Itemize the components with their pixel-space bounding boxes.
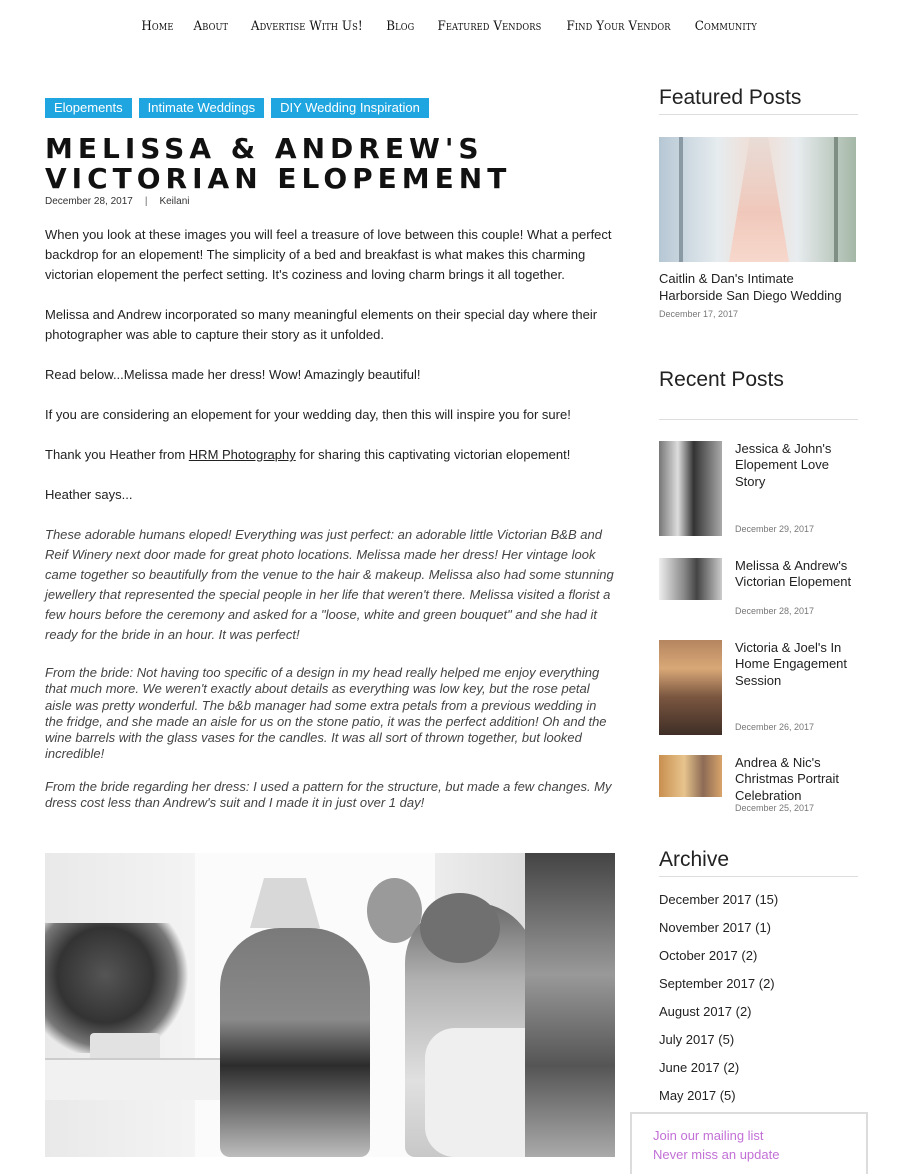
man — [220, 928, 370, 1157]
recent-post-4-date: December 25, 2017 — [735, 803, 815, 813]
thanks-after: for sharing this captivating victorian elopement! — [295, 447, 571, 462]
recent-post-1-date: December 29, 2017 — [735, 524, 815, 534]
nav-find-your-vendor[interactable]: Find Your Vendor — [566, 18, 671, 34]
featured-posts-heading: Featured Posts — [659, 86, 858, 115]
recent-post-2-date: December 28, 2017 — [735, 606, 815, 616]
paragraph-2: Melissa and Andrew incorporated so many meaningful elements on their special day where their photographer was able to capture their story as it unfolded. — [45, 307, 598, 342]
post-title-line1: MELISSA & ANDREW'S — [45, 132, 484, 165]
tag-intimate-weddings[interactable]: Intimate Weddings — [139, 98, 264, 118]
hrm-photography-link[interactable]: HRM Photography — [188, 447, 296, 462]
meta-separator: | — [144, 196, 148, 207]
paragraph-3: Read below...Melissa made her dress! Wow! Amazingly beautiful! — [45, 367, 421, 382]
featured-post-title[interactable]: Caitlin & Dan's Intimate Harborside San Diego Wedding — [659, 271, 842, 303]
recent-post-3-title[interactable]: Victoria & Joel's In Home Engagement Session — [735, 640, 848, 688]
nav-home[interactable]: Home — [141, 18, 174, 34]
window-frame-right — [834, 137, 838, 262]
woman-hair — [420, 893, 500, 963]
recent-posts-divider — [659, 419, 858, 420]
quote-paragraph-3: From the bride regarding her dress: I used a pattern for the structure, but made a few changes. My dress cost less than Andrew's suit and I made it in just over 1 day! — [45, 778, 612, 811]
recent-post-2-thumb[interactable] — [659, 558, 722, 600]
quote-paragraph-1: These adorable humans eloped! Everything was just perfect: an adorable little Victorian B&B and Reif Winery next door made for great photo locations. Melissa made her dress! Her vintage look came together so beautifully from the venue to the hair & makeup. Melissa also had some stunning jewellery that represented the special people in her life that weren't there. Melissa visited a florist a few hours before the ceremony and asked for a "loose, white and green bouquet" and she had it ready for the bride in an hour. It was perfect! — [45, 527, 614, 642]
post-column — [45, 98, 615, 831]
archive-october-2017[interactable]: October 2017 (2) — [659, 948, 758, 963]
recent-post-4-title[interactable]: Andrea & Nic's Christmas Portrait Celebration — [735, 755, 840, 803]
tag-elopements[interactable]: Elopements — [45, 98, 132, 118]
mailing-list-title: Join our mailing list — [653, 1128, 764, 1143]
recent-post-1-thumb[interactable] — [659, 441, 722, 536]
post-meta — [45, 196, 615, 207]
post-author[interactable]: Keilani — [159, 196, 190, 207]
paragraph-4: If you are considering an elopement for your wedding day, then this will inspire you for sure! — [45, 407, 571, 422]
archive-may-2017[interactable]: May 2017 (5) — [659, 1088, 736, 1103]
featured-post-date: December 17, 2017 — [659, 309, 739, 319]
recent-post-1[interactable] — [659, 441, 858, 541]
thanks-paragraph — [45, 445, 615, 465]
tag-diy-inspiration[interactable]: DIY Wedding Inspiration — [271, 98, 429, 118]
archive-heading: Archive — [659, 848, 858, 877]
top-navigation — [0, 0, 900, 52]
window-frame — [679, 137, 683, 262]
paragraph-1: When you look at these images you will feel a treasure of love between this couple! What a perfect backdrop for an elopement! The simplicity of a bed and breakfast is what makes this charming victorian elopement the perfect setting. It's coziness and loving charm brings it all together. — [45, 227, 612, 282]
recent-posts-heading: Recent Posts — [659, 368, 784, 391]
archive-august-2017[interactable]: August 2017 (2) — [659, 1004, 752, 1019]
post-tags — [45, 98, 615, 118]
recent-post-4[interactable] — [659, 755, 858, 855]
archive-july-2017[interactable]: July 2017 (5) — [659, 1032, 735, 1047]
mailing-list-subtitle: Never miss an update — [653, 1147, 780, 1162]
recent-post-2-title[interactable]: Melissa & Andrew's Victorian Elopement — [735, 558, 852, 590]
archive-november-2017[interactable]: November 2017 (1) — [659, 920, 771, 935]
featured-post[interactable] — [659, 270, 858, 323]
recent-post-4-thumb[interactable] — [659, 755, 722, 797]
recent-post-3[interactable] — [659, 640, 858, 740]
archive-june-2017[interactable]: June 2017 (2) — [659, 1060, 740, 1075]
post-title-line2: VICTORIAN ELOPEMENT — [45, 162, 512, 195]
featured-post-image[interactable] — [659, 137, 856, 262]
recent-post-3-thumb[interactable] — [659, 640, 722, 735]
post-title — [45, 134, 615, 194]
archive-september-2017[interactable]: September 2017 (2) — [659, 976, 775, 991]
wedding-dress — [729, 137, 789, 262]
post-date: December 28, 2017 — [45, 196, 133, 207]
nav-featured-vendors[interactable]: Featured Vendors — [437, 18, 541, 34]
heather-says: Heather says... — [45, 487, 133, 502]
nav-advertise[interactable]: Advertise With Us! — [251, 18, 364, 34]
nav-about[interactable]: About — [193, 18, 228, 34]
nav-community[interactable]: Community — [695, 18, 758, 34]
nav-list — [140, 19, 760, 34]
mailing-list-box[interactable] — [630, 1112, 868, 1174]
foliage-right — [525, 853, 615, 1157]
post-photo-couple — [45, 853, 615, 1157]
side-table — [45, 1058, 235, 1100]
recent-post-3-date: December 26, 2017 — [735, 722, 815, 732]
quote-paragraph-2: From the bride: Not having too specific of a design in my head really helped me enjoy everything that much more. We weren't exactly about details as everything was low key, but the rose petal aisle was pretty wonderful. The b&b manager had some extra petals from a previous wedding in the fridge, and she made an aisle for us on the stone patio, it was the perfect addition! Oh and the wine barrels with the glass vases for the candles. It was all sort of thrown together, but looked incredible! — [45, 665, 607, 762]
archive-december-2017[interactable]: December 2017 (15) — [659, 892, 779, 907]
nav-blog[interactable]: Blog — [386, 18, 415, 34]
thanks-before: Thank you Heather from — [45, 447, 189, 462]
post-body — [45, 225, 615, 811]
archive-list — [659, 889, 858, 1113]
recent-post-1-title[interactable]: Jessica & John's Elopement Love Story — [735, 441, 832, 489]
